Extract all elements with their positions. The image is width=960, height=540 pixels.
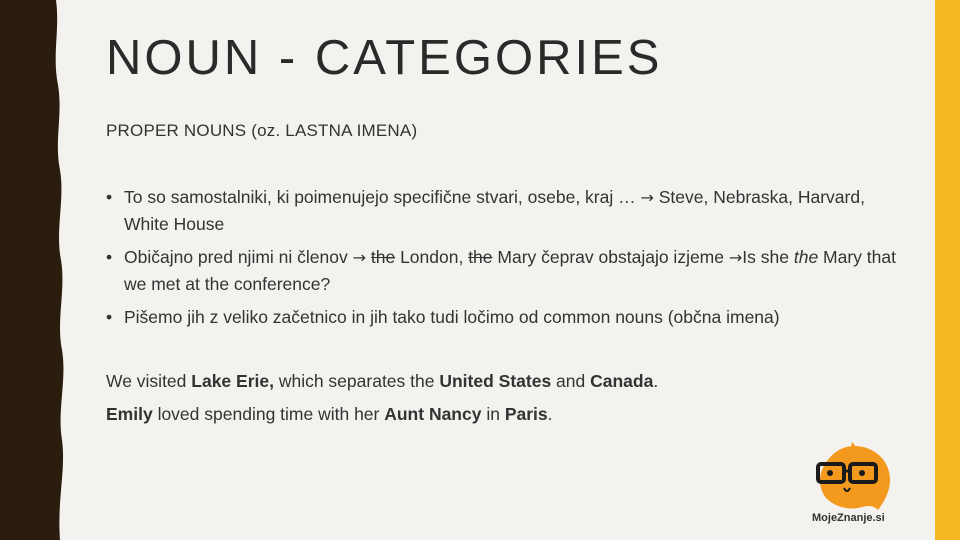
proper-noun: United States: [439, 371, 552, 391]
bullet-text: Mary čeprav obstajajo izjeme: [492, 247, 729, 267]
example-sentence: [106, 371, 658, 392]
bullet-text: Steve, Nebraska, Harvard, White House: [124, 187, 865, 234]
logo-text: MojeZnanje.si: [812, 512, 885, 524]
example-text: .: [547, 404, 553, 424]
proper-noun: Paris: [504, 404, 548, 424]
proper-noun: Canada: [590, 371, 654, 391]
italic-article: the: [793, 247, 819, 267]
example-text: .: [653, 371, 659, 391]
bullet-item: [106, 244, 896, 297]
bullet-list: [106, 184, 896, 337]
example-text: in: [481, 404, 505, 424]
torn-left-edge: [0, 0, 70, 540]
slide-subtitle: PROPER NOUNS (oz. LASTNA IMENA): [106, 121, 418, 140]
bullet-text: Is she: [742, 247, 794, 267]
example-text: which separates the: [273, 371, 440, 391]
proper-noun: Emily: [106, 404, 153, 424]
bullet-marker: •: [106, 307, 113, 327]
arrow-icon: →: [728, 248, 743, 267]
arrow-icon: →: [640, 188, 654, 207]
example-text: and: [551, 371, 591, 391]
accent-bar: [935, 0, 960, 540]
example-text: loved spending time with her: [152, 404, 385, 424]
bullet-item: [106, 304, 896, 330]
bullet-text: To so samostalniki, ki poimenujejo specifične stvari, osebe, kraj …: [124, 187, 641, 207]
example-sentence: [106, 404, 553, 425]
bullet-marker: •: [106, 187, 113, 207]
struck-article: the: [370, 247, 396, 267]
bullet-text: Pišemo jih z veliko začetnico in jih tako tudi ločimo od common nouns (občna imena): [124, 307, 780, 327]
bullet-text: Mary that we met at the conference?: [124, 247, 896, 294]
proper-noun: Lake Erie,: [191, 371, 274, 391]
bullet-item: [106, 184, 896, 237]
proper-noun: Aunt Nancy: [384, 404, 482, 424]
bullet-text: London,: [395, 247, 469, 267]
arrow-icon: →: [352, 248, 366, 267]
example-text: We visited: [106, 371, 192, 391]
slide-title: NOUN - CATEGORIES: [106, 31, 663, 85]
bullet-text: Običajno pred njimi ni členov: [124, 247, 353, 267]
struck-article: the: [468, 247, 493, 267]
bullet-marker: •: [106, 247, 113, 267]
